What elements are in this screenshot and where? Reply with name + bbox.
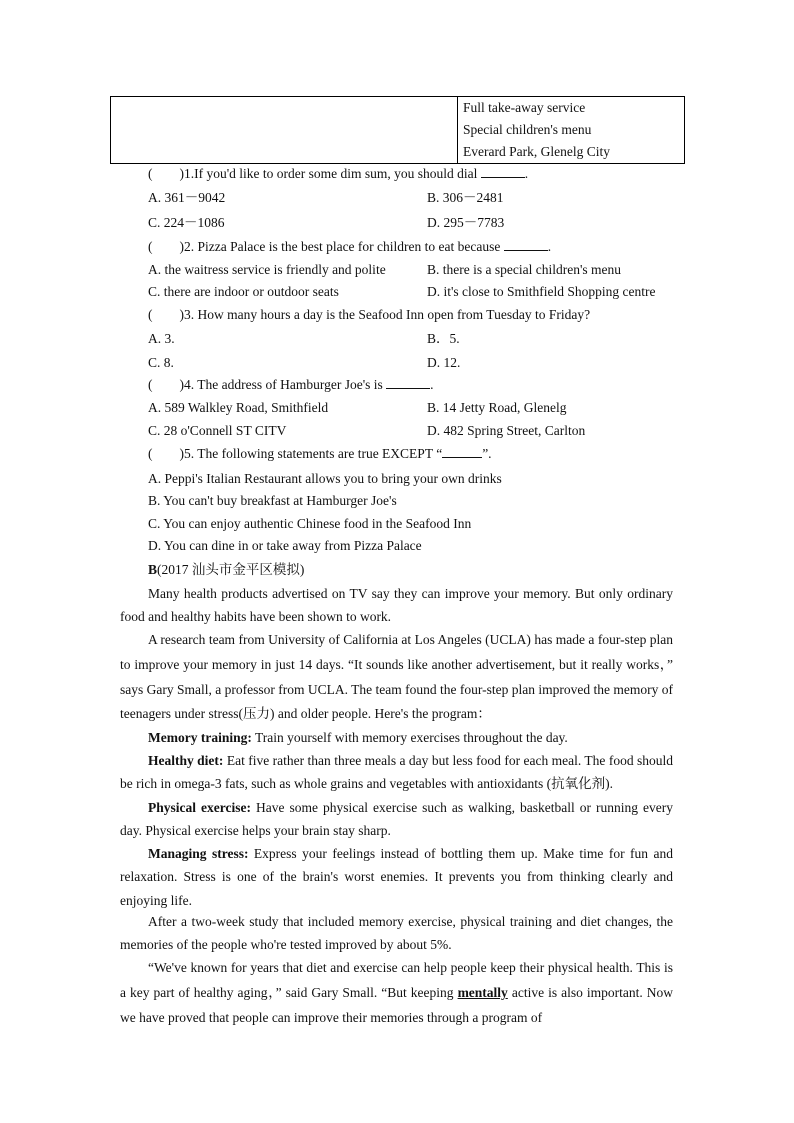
question-2-option-c: C. there are indoor or outdoor seats bbox=[148, 284, 339, 299]
question-4-option-b: B. 14 Jetty Road, Glenelg bbox=[427, 400, 567, 415]
table-row: Full take-away service bbox=[463, 100, 586, 115]
paragraph-quote: “We've known for years that diet and exercise can help people keep their physical health. This is a key part of healthy aging，” said Gary Small. “But keeping mentally active is also important. Now we have proved that people can improve their memories through a program of bbox=[120, 960, 674, 1025]
question-4-option-d: D. 482 Spring Street, Carlton bbox=[427, 423, 586, 438]
question-5-stem: ( )5. The following statements are true EXCEPT “ ”. bbox=[148, 446, 492, 461]
table-row: Special children's menu bbox=[463, 122, 592, 137]
question-3-stem: ( )3. How many hours a day is the Seafood Inn open from Tuesday to Friday? bbox=[148, 307, 591, 322]
question-1-option-d: D. 295－7783 bbox=[427, 215, 505, 230]
question-5-option-b: B. You can't buy breakfast at Hamburger Joe's bbox=[148, 493, 397, 508]
question-5-option-a: A. Peppi's Italian Restaurant allows you to bring your own drinks bbox=[148, 471, 502, 486]
question-3-option-c: C. 8. bbox=[148, 355, 174, 370]
question-2-option-b: B. there is a special children's menu bbox=[427, 262, 621, 277]
question-2-stem: ( )2. Pizza Palace is the best place for children to eat because . bbox=[148, 239, 552, 254]
info-table bbox=[110, 96, 685, 164]
paragraph-study-result: After a two-week study that included memory exercise, physical training and diet changes, the memories of the people who're tested improved by about 5%. bbox=[120, 914, 673, 953]
paragraph-managing-stress: Managing stress: Express your feelings instead of bottling them up. Make time for fun and relaxation. Stress is one of the brain's worst enemies. It prevents you from thinking clearly and enjoying life. bbox=[120, 846, 673, 908]
paragraph-healthy-diet: Healthy diet: Eat five rather than three meals a day but less food for each meal. The food should be rich in omega-3 fats, such as whole grains and vegetables with antioxidants (抗氧化剂). bbox=[120, 753, 674, 792]
paragraph-1: Many health products advertised on TV say they can improve your memory. But only ordinary food and healthy habits have been shown to work. bbox=[120, 586, 673, 625]
question-3-option-d: D. 12. bbox=[427, 355, 461, 370]
question-3-option-b: B．5. bbox=[427, 331, 460, 346]
question-1-option-a: A. 361－9042 bbox=[148, 190, 226, 205]
table-right-cell bbox=[463, 97, 683, 163]
question-4-option-c: C. 28 o'Connell ST CITV bbox=[148, 423, 287, 438]
question-4-option-a: A. 589 Walkley Road, Smithfield bbox=[148, 400, 329, 415]
paragraph-2: A research team from University of California at Los Angeles (UCLA) has made a four-step plan to improve your memory in just 14 days. “It sounds like another advertisement, but it really works，” says Gary Small, a professor from UCLA. The team found the four-step plan improved the memory of teenagers under stress(压力) and older people. Here's the program： bbox=[120, 632, 673, 722]
section-heading: B(2017 汕头市金平区模拟) bbox=[148, 562, 305, 577]
question-1-option-b: B. 306－2481 bbox=[427, 190, 504, 205]
paragraph-memory-training: Memory training: Train yourself with memory exercises throughout the day. bbox=[148, 730, 568, 745]
question-2-option-a: A. the waitress service is friendly and polite bbox=[148, 262, 386, 277]
question-1-stem: ( )1.If you'd like to order some dim sum, you should dial . bbox=[148, 166, 529, 181]
question-4-stem: ( )4. The address of Hamburger Joe's is . bbox=[148, 377, 434, 392]
question-3-option-a: A. 3. bbox=[148, 331, 175, 346]
question-2-option-d: D. it's close to Smithfield Shopping centre bbox=[427, 284, 656, 299]
question-1-option-c: C. 224－1086 bbox=[148, 215, 225, 230]
table-row: Everard Park, Glenelg City bbox=[463, 144, 610, 159]
question-5-option-c: C. You can enjoy authentic Chinese food in the Seafood Inn bbox=[148, 516, 472, 531]
table-divider bbox=[457, 97, 458, 163]
question-5-option-d: D. You can dine in or take away from Pizza Palace bbox=[148, 538, 422, 553]
paragraph-physical-exercise: Physical exercise: Have some physical exercise such as walking, basketball or running every day. Physical exercise helps your brain stay sharp. bbox=[120, 800, 674, 839]
